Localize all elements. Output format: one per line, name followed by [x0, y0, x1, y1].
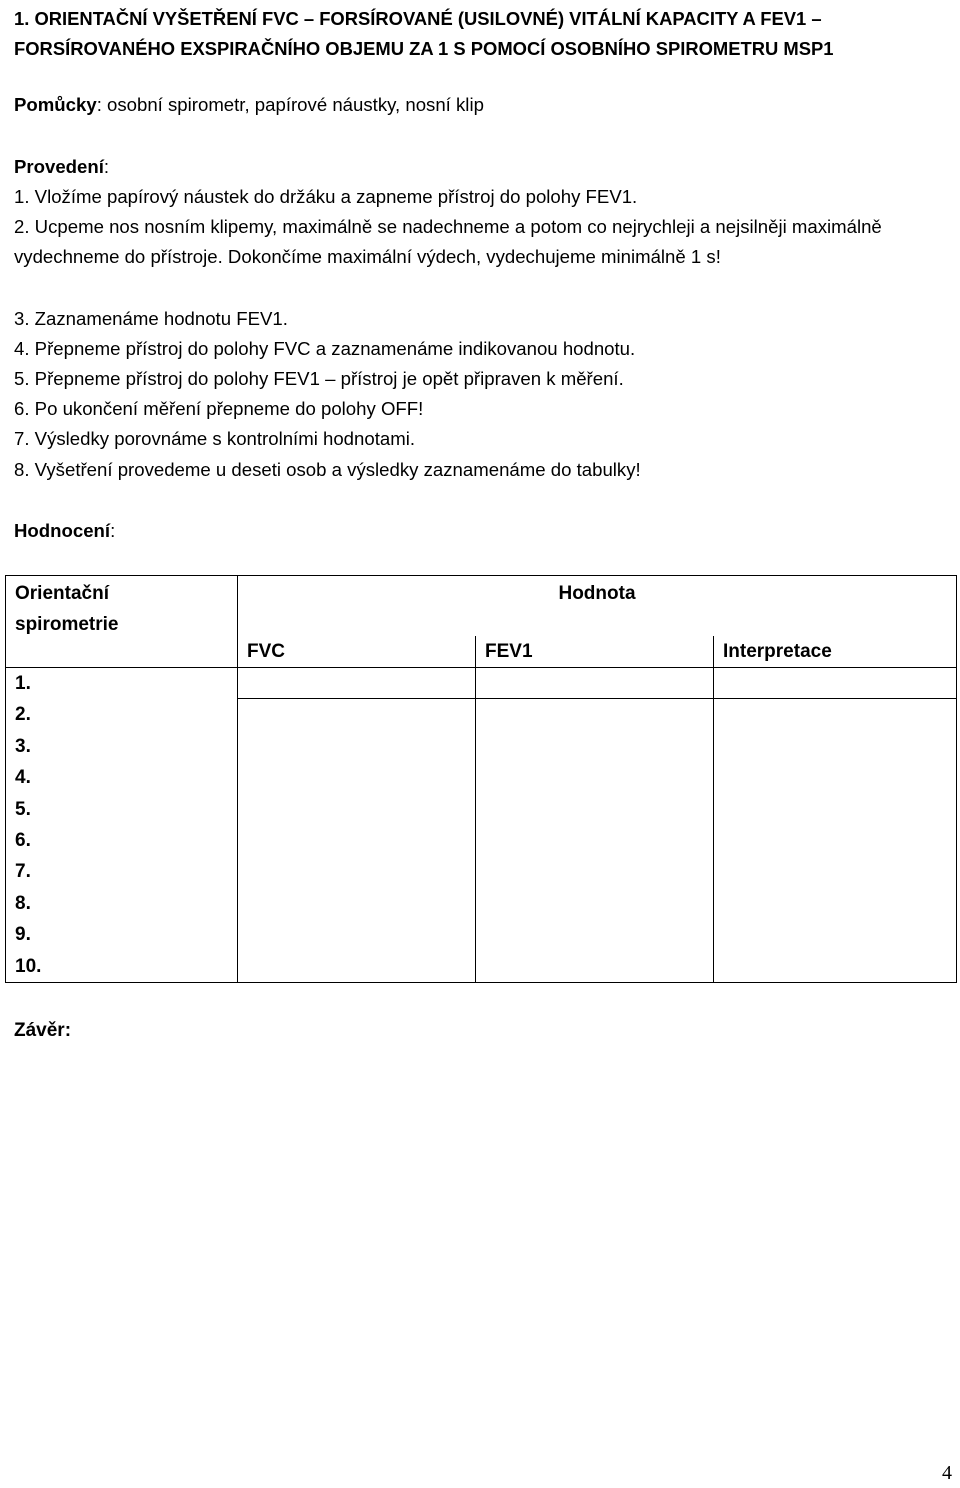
- document-title: [14, 4, 950, 64]
- corner-label-text: Orientační spirometrie: [15, 583, 119, 635]
- evaluation-colon: :: [110, 520, 116, 541]
- row-label: 10.: [15, 955, 42, 977]
- conclusion-colon: :: [64, 1020, 72, 1041]
- row-label: 6.: [15, 829, 31, 851]
- procedure-step-3: 3. Zaznamenáme hodnotu FEV1.: [14, 308, 288, 329]
- row-label: 8.: [15, 892, 31, 914]
- conclusion-heading: [14, 1016, 71, 1046]
- fvc-value-cell[interactable]: [238, 668, 476, 983]
- row-label: 5.: [15, 798, 31, 820]
- row-label: 2.: [15, 704, 31, 726]
- row-label: 9.: [15, 924, 31, 946]
- row-label: 1.: [15, 673, 31, 694]
- evaluation-heading: [14, 516, 115, 546]
- procedure-colon: :: [103, 156, 110, 177]
- table-corner-label: [6, 576, 238, 668]
- row-label: 7.: [15, 861, 31, 883]
- procedure-step-8: 8. Vyšetření provedeme u deseti osob a výsledky zaznamenáme do tabulky!: [14, 459, 641, 480]
- procedure-step-2: 2. Ucpeme nos nosním klipemy, maximálně se nadechneme a potom co nejrychleji a nejsilněji maximálně vydechneme do přístroje. Dokončíme maximální výdech, vydechujeme minimálně 1 s!: [14, 216, 882, 267]
- row-label: 3.: [15, 735, 31, 757]
- column-header-fev1: FEV1: [476, 636, 714, 668]
- procedure-step-1: 1. Vložíme papírový náustek do držáku a zapneme přístroj do polohy FEV1.: [14, 186, 638, 207]
- table-group-header: Hodnota: [238, 576, 957, 637]
- column-header-fvc: FVC: [238, 636, 476, 668]
- title-line-2: FORSÍROVANÉHO EXSPIRAČNÍHO OBJEMU ZA 1 S POMOCÍ OSOBNÍHO SPIROMETRU MSP1: [14, 38, 834, 59]
- fev1-value-cell[interactable]: [476, 668, 714, 983]
- procedure-step-4: 4. Přepneme přístroj do polohy FVC a zaznamenáme indikovanou hodnotu.: [14, 338, 636, 359]
- procedure-label: Provedení: [14, 156, 104, 177]
- procedure-step-5: 5. Přepneme přístroj do polohy FEV1 – přístroj je opět připraven k měření.: [14, 368, 624, 389]
- procedure-step-7: 7. Výsledky porovnáme s kontrolními hodnotami.: [14, 428, 415, 449]
- evaluation-label: Hodnocení: [14, 520, 111, 541]
- title-line-1: 1. ORIENTAČNÍ VYŠETŘENÍ FVC – FORSÍROVANÉ (USILOVNÉ) VITÁLNÍ KAPACITY A FEV1 –: [14, 8, 822, 29]
- row-labels: [6, 668, 238, 983]
- aids-line: [14, 90, 484, 120]
- row-label: 4.: [15, 767, 31, 789]
- aids-label: Pomůcky: [14, 94, 97, 115]
- procedure-heading: [14, 152, 109, 182]
- conclusion-label: Závěr: [14, 1020, 65, 1041]
- interpretation-value-cell[interactable]: [714, 668, 957, 983]
- column-header-interpretation: Interpretace: [714, 636, 957, 668]
- aids-text: : osobní spirometr, papírové náustky, nosní klip: [96, 94, 484, 115]
- page-number: 4: [942, 1462, 952, 1484]
- evaluation-table: [5, 575, 957, 983]
- procedure-step-6: 6. Po ukončení měření přepneme do polohy OFF!: [14, 398, 424, 419]
